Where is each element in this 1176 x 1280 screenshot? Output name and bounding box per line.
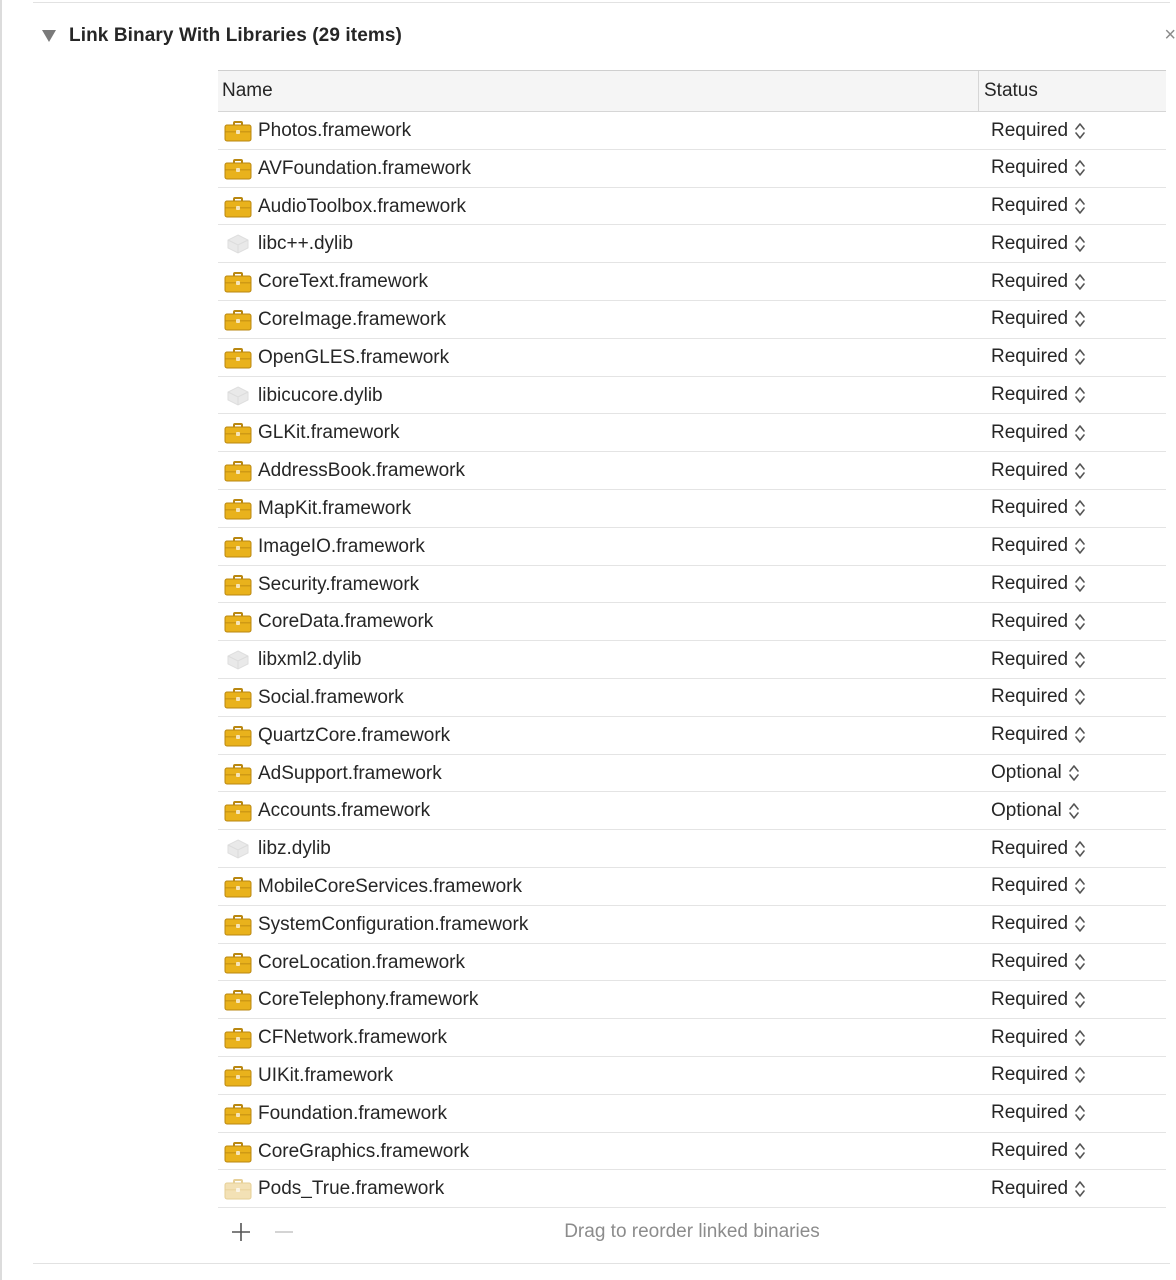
status-label: Required	[991, 384, 1069, 406]
table-row[interactable]	[218, 1057, 1166, 1095]
status-popup-button[interactable]	[991, 1133, 1087, 1170]
status-label: Required	[991, 1140, 1069, 1162]
framework-icon	[224, 158, 252, 180]
table-row[interactable]	[218, 377, 1166, 415]
status-popup-button[interactable]	[991, 830, 1087, 867]
stepper-icon	[1073, 271, 1087, 293]
library-name: AddressBook.framework	[258, 460, 465, 482]
dylib-icon	[224, 649, 252, 671]
framework-icon	[224, 763, 252, 785]
status-popup-button[interactable]	[991, 679, 1087, 716]
table-row[interactable]	[218, 490, 1166, 528]
stepper-icon	[1073, 989, 1087, 1011]
library-name: CoreTelephony.framework	[258, 989, 479, 1011]
library-name: libicucore.dylib	[258, 384, 383, 406]
status-popup-button[interactable]	[991, 792, 1081, 829]
stepper-icon	[1073, 157, 1087, 179]
status-label: Required	[991, 1177, 1069, 1199]
stepper-icon	[1073, 1140, 1087, 1162]
framework-icon	[224, 309, 252, 331]
table-row[interactable]	[218, 603, 1166, 641]
status-label: Required	[991, 1102, 1069, 1124]
framework-icon	[224, 1065, 252, 1087]
status-popup-button[interactable]	[991, 263, 1087, 300]
left-border	[0, 0, 2, 1280]
stepper-icon	[1073, 346, 1087, 368]
stepper-icon	[1073, 649, 1087, 671]
library-name: Pods_True.framework	[258, 1178, 445, 1200]
library-name: CoreImage.framework	[258, 308, 446, 330]
dylib-icon	[224, 233, 252, 255]
status-popup-button[interactable]	[991, 112, 1087, 149]
stepper-icon	[1073, 195, 1087, 217]
table-row[interactable]	[218, 188, 1166, 226]
library-name: CFNetwork.framework	[258, 1027, 447, 1049]
status-label: Required	[991, 119, 1069, 141]
status-label: Required	[991, 232, 1069, 254]
stepper-icon	[1073, 308, 1087, 330]
table-row[interactable]	[218, 225, 1166, 263]
status-label: Required	[991, 837, 1069, 859]
status-label: Required	[991, 1064, 1069, 1086]
table-row[interactable]	[218, 301, 1166, 339]
stepper-icon	[1073, 724, 1087, 746]
status-popup-button[interactable]	[991, 603, 1087, 640]
status-label: Required	[991, 913, 1069, 935]
table-row[interactable]	[218, 944, 1166, 982]
status-label: Required	[991, 988, 1069, 1010]
disclosure-triangle-icon[interactable]	[40, 27, 58, 45]
status-popup-button[interactable]	[991, 717, 1087, 754]
library-name: Social.framework	[258, 686, 404, 708]
framework-icon	[224, 196, 252, 218]
stepper-icon	[1073, 422, 1087, 444]
status-popup-button[interactable]	[991, 188, 1087, 225]
table-row[interactable]	[218, 1170, 1166, 1208]
library-name: MobileCoreServices.framework	[258, 875, 522, 897]
framework-icon	[224, 1141, 252, 1163]
status-popup-button[interactable]	[991, 868, 1087, 905]
table-row[interactable]	[218, 1133, 1166, 1171]
framework-icon	[224, 687, 252, 709]
library-name: AVFoundation.framework	[258, 157, 471, 179]
library-name: MapKit.framework	[258, 497, 412, 519]
status-popup-button[interactable]	[991, 414, 1087, 451]
status-label: Required	[991, 1026, 1069, 1048]
status-popup-button[interactable]	[991, 641, 1087, 678]
section-header	[40, 22, 1176, 50]
status-popup-button[interactable]	[991, 1057, 1087, 1094]
library-name: GLKit.framework	[258, 422, 400, 444]
dylib-icon	[224, 838, 252, 860]
status-label: Required	[991, 497, 1069, 519]
library-name: AdSupport.framework	[258, 762, 442, 784]
status-label: Required	[991, 648, 1069, 670]
status-label: Required	[991, 459, 1069, 481]
library-name: CoreText.framework	[258, 271, 428, 293]
table-row[interactable]	[218, 830, 1166, 868]
status-label: Optional	[991, 799, 1062, 821]
table-row[interactable]	[218, 414, 1166, 452]
table-row[interactable]	[218, 717, 1166, 755]
library-name: Security.framework	[258, 573, 420, 595]
stepper-icon	[1073, 838, 1087, 860]
table-row[interactable]	[218, 868, 1166, 906]
table-row[interactable]	[218, 679, 1166, 717]
table-row[interactable]	[218, 452, 1166, 490]
status-popup-button[interactable]	[991, 301, 1087, 338]
table-row[interactable]	[218, 792, 1166, 830]
library-name: SystemConfiguration.framework	[258, 913, 529, 935]
status-popup-button[interactable]	[991, 339, 1087, 376]
table-row[interactable]	[218, 566, 1166, 604]
stepper-icon	[1073, 497, 1087, 519]
framework-icon	[224, 347, 252, 369]
table-row[interactable]	[218, 150, 1166, 188]
table-row[interactable]	[218, 981, 1166, 1019]
status-label: Required	[991, 875, 1069, 897]
column-header-name[interactable]: Name	[218, 71, 979, 111]
framework-icon	[224, 460, 252, 482]
stepper-icon	[1073, 686, 1087, 708]
status-popup-button[interactable]	[991, 150, 1087, 187]
reorder-hint: Drag to reorder linked binaries	[564, 1221, 820, 1242]
library-name: libxml2.dylib	[258, 649, 362, 671]
status-label: Required	[991, 535, 1069, 557]
stepper-icon	[1073, 233, 1087, 255]
status-label: Required	[991, 157, 1069, 179]
status-popup-button[interactable]	[991, 944, 1087, 981]
framework-icon	[224, 536, 252, 558]
table-row[interactable]	[218, 906, 1166, 944]
status-label: Required	[991, 421, 1069, 443]
framework-icon	[224, 800, 252, 822]
library-name: CoreLocation.framework	[258, 951, 465, 973]
framework-faded-icon	[224, 1178, 252, 1200]
library-name: Accounts.framework	[258, 800, 431, 822]
framework-icon	[224, 989, 252, 1011]
stepper-icon	[1073, 120, 1087, 142]
library-name: QuartzCore.framework	[258, 724, 451, 746]
close-icon[interactable]: ×	[1164, 24, 1176, 46]
status-label: Required	[991, 724, 1069, 746]
status-label: Required	[991, 610, 1069, 632]
table-row[interactable]	[218, 263, 1166, 301]
stepper-icon	[1073, 460, 1087, 482]
stepper-icon	[1073, 573, 1087, 595]
library-name: ImageIO.framework	[258, 535, 425, 557]
table-header	[218, 71, 1166, 112]
framework-icon	[224, 120, 252, 142]
status-popup-button[interactable]	[991, 1170, 1087, 1207]
framework-icon	[224, 876, 252, 898]
status-popup-button[interactable]	[991, 528, 1087, 565]
table-row[interactable]	[218, 1019, 1166, 1057]
status-popup-button[interactable]	[991, 1095, 1087, 1132]
status-popup-button[interactable]	[991, 490, 1087, 527]
table-row[interactable]	[218, 755, 1166, 793]
table-body	[218, 112, 1166, 1208]
stepper-icon	[1073, 913, 1087, 935]
table-row[interactable]	[218, 1095, 1166, 1133]
framework-icon	[224, 1103, 252, 1125]
stepper-icon	[1073, 1102, 1087, 1124]
status-popup-button[interactable]	[991, 1019, 1087, 1056]
library-name: AudioToolbox.framework	[258, 195, 467, 217]
status-label: Required	[991, 951, 1069, 973]
status-label: Required	[991, 270, 1069, 292]
library-name: OpenGLES.framework	[258, 346, 450, 368]
stepper-icon	[1073, 951, 1087, 973]
framework-icon	[224, 574, 252, 596]
framework-icon	[224, 611, 252, 633]
status-label: Required	[991, 308, 1069, 330]
bottom-divider	[33, 1263, 1170, 1264]
table-row[interactable]	[218, 528, 1166, 566]
library-name: CoreGraphics.framework	[258, 1140, 470, 1162]
dylib-icon	[224, 385, 252, 407]
framework-icon	[224, 271, 252, 293]
framework-icon	[224, 914, 252, 936]
stepper-icon	[1073, 1027, 1087, 1049]
status-popup-button[interactable]	[991, 981, 1087, 1018]
status-popup-button[interactable]	[991, 452, 1087, 489]
table-row[interactable]	[218, 112, 1166, 150]
library-name: libz.dylib	[258, 838, 331, 860]
stepper-icon	[1073, 1064, 1087, 1086]
library-name: libc++.dylib	[258, 233, 354, 255]
stepper-icon	[1067, 800, 1081, 822]
status-label: Required	[991, 195, 1069, 217]
top-divider	[33, 2, 1170, 3]
status-popup-button[interactable]	[991, 225, 1087, 262]
framework-icon	[224, 422, 252, 444]
status-popup-button[interactable]	[991, 377, 1087, 414]
status-label: Optional	[991, 762, 1062, 784]
framework-icon	[224, 498, 252, 520]
status-label: Required	[991, 573, 1069, 595]
library-name: Photos.framework	[258, 120, 412, 141]
table-row[interactable]	[218, 641, 1166, 679]
status-popup-button[interactable]	[991, 755, 1081, 792]
stepper-icon	[1073, 875, 1087, 897]
status-popup-button[interactable]	[991, 906, 1087, 943]
stepper-icon	[1073, 611, 1087, 633]
column-header-status[interactable]: Status	[984, 80, 1038, 101]
library-name: Foundation.framework	[258, 1102, 448, 1124]
table-footer	[218, 1212, 1166, 1252]
status-popup-button[interactable]	[991, 566, 1087, 603]
table-row[interactable]	[218, 339, 1166, 377]
framework-icon	[224, 725, 252, 747]
stepper-icon	[1067, 762, 1081, 784]
stepper-icon	[1073, 384, 1087, 406]
status-label: Required	[991, 686, 1069, 708]
stepper-icon	[1073, 1178, 1087, 1200]
framework-icon	[224, 1027, 252, 1049]
library-name: UIKit.framework	[258, 1064, 394, 1086]
stepper-icon	[1073, 535, 1087, 557]
status-label: Required	[991, 346, 1069, 368]
section-title: Link Binary With Libraries (29 items)	[69, 25, 402, 46]
libraries-table	[218, 70, 1166, 1211]
library-name: CoreData.framework	[258, 611, 434, 633]
framework-icon	[224, 952, 252, 974]
